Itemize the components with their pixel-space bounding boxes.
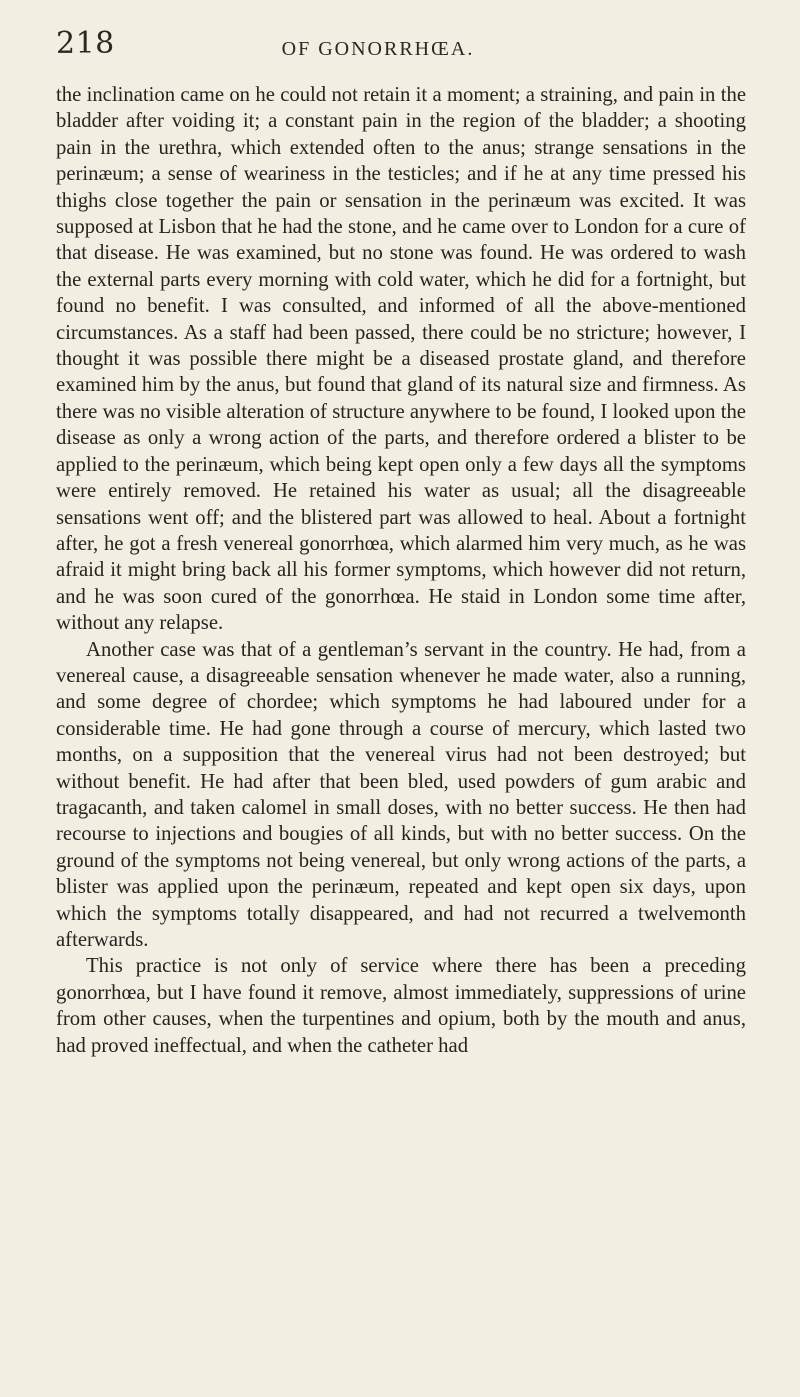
paragraph-servant-case: Another case was that of a gentleman’s servant in the country. He had, from a venereal cause, a disagreeable sensation whenever he made water, also a running, and some degree of chordee; which symptoms he had laboured under for a considerable time. He had gone through a course of mercury, which lasted two months, on a supposition that the venereal virus had not been destroyed; but without benefit. He had after that been bled, used powders of gum arabic and tragacanth, and taken calomel in small doses, with no better success. He then had recourse to injections and bougies of all kinds, but with no better success. On the ground of the symptoms not being venereal, but only wrong actions of the parts, a blister was applied upon the perinæum, repeated and kept open six days, upon which the symptoms totally disappeared, and had not recurred a twelvemonth afterwards.: [56, 638, 746, 951]
page-header: [56, 26, 700, 62]
paragraph-continuation: the inclination came on he could not retain it a moment; a straining, and pain in the bladder after voiding it; a constant pain in the region of the bladder; a shooting pain in the urethra, which extended often to the anus; strange sensations in the perinæum; a sense of weariness in the testicles; and if he at any time pressed his thighs close together the pain or sensation in the perinæum was excited. It was supposed at Lisbon that he had the stone, and he came over to London for a cure of that disease. He was examined, but no stone was found. He was ordered to wash the external parts every morning with cold water, which he did for a fortnight, but found no benefit. I was consulted, and informed of all the above-mentioned circumstances. As a staff had been passed, there could be no stricture; however, I thought it was possible there might be a diseased prostate gland, and therefore examined him by the anus, but found that gland of its natural size and firmness. As there was no visible alteration of structure anywhere to be found, I looked upon the disease as only a wrong action of the parts, and therefore ordered a blister to be applied to the perinæum, which being kept open only a few days all the symptoms were entirely removed. He retained his water as usual; all the disagreeable sensations went off; and the blistered part was allowed to heal. About a fortnight after, he got a fresh venereal gonorrhœa, which alarmed him very much, as he was afraid it might bring back all his former symptoms, which however did not return, and he was soon cured of the gonorrhœa. He staid in London some time after, without any relapse.: [56, 84, 746, 635]
paragraph-practice: This practice is not only of service where there has been a preceding gonorrhœa, but I have found it remove, almost immediately, suppressions of urine from other causes, when the turpentines and opium, both by the mouth and anus, had proved ineffectual, and when the catheter had: [56, 955, 746, 1057]
body-text: [56, 82, 746, 1059]
page-number: 218: [56, 26, 115, 61]
running-head: OF GONORRHŒA.: [281, 38, 475, 60]
